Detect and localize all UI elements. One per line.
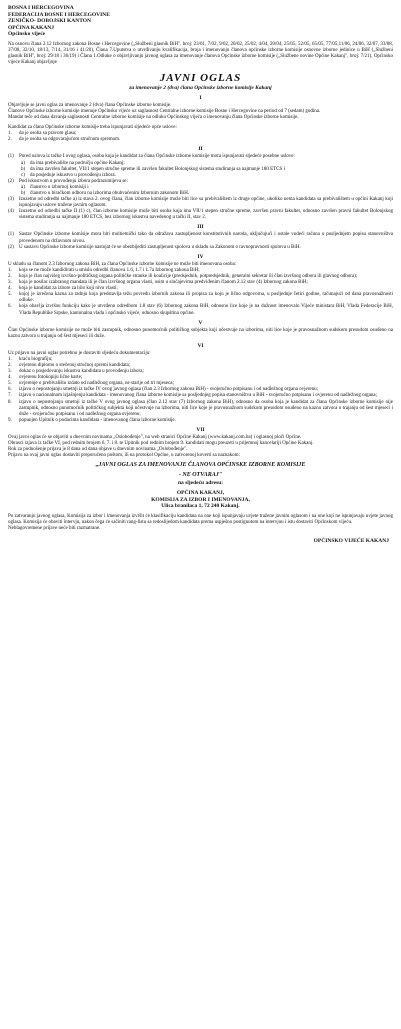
list-item: 8. izjavu o nepostojanju smetnji iz tačke V ovog javnog oglasa (član 2.12 stav (7) Izbornog zakona BiH), odnosno da osoba koja je kandidat za člana Općinske izborne komisije nije zastupnik, odnosno punomoćnik političkog subjekta koji učestvuje na izborima, niti lice koje je pravosnažnom sudskom presudom osuđeno na kaznu zatvora u trajanju od šest mjeseci i duže - svojeručno potpisanu i od nadležnog organa ovjerenu; [8, 399, 393, 417]
list-item: 5. uvjerenje o prebivalištu izdato od nadležnog organa, ne starije od tri mjeseca; [8, 381, 174, 387]
section-1-p3: Mandat teče od dana davanja saglasnosti Centralne izborne komisije na odluku Općinskog vijeća o imenovanju člana Općinske izborne komisije. [8, 115, 299, 121]
list-item: 6. koja obavlja izvršnu funkciju kako je utvrđeno odredbom 1.8 stav (6) Izbornog zakona BiH, odnosno lice koje je na dužnost imenovalo Vijeće ministara BiH, Vlada Federacije BiH, Vlada Republike Srpske, kantonalna vlada i općinsko vijeće, odnosno skupština općine. [8, 304, 393, 316]
document-page [8, 5, 393, 1019]
list-item: 2. ovjerenu diplomu o stečenoj stručnoj spremi kandidata; [8, 362, 131, 368]
document-header [8, 5, 393, 38]
list-item: (3) Izuzetno od odredbi tačke a) iz stava 2. ovog člana, član izborne komisije može biti lice sa prebivalištem iz druge općine, ukoliko nema kandidata sa prebivalištem u općini Kakanj koji ispunjavaju uslove tražene javnim oglasom. [8, 197, 393, 209]
list-item: (2) U sastavu Općinske izborne komisije nastojat će se obezbijediti zastupljenost spolova u skladu sa Zakonom o ravnopravnosti spolova u BiH. [8, 244, 301, 250]
section-7-heading: VII [196, 426, 205, 433]
list-item: 9. popunjen Upitnik o podacima kandidata - imenovanog člana izborne komisije. [8, 417, 176, 423]
section-4-heading: IV [197, 253, 204, 260]
envelope-line-3: na sljedeću adresu: [177, 479, 224, 486]
header-country: BOSNA I HERCEGOVINA [8, 5, 74, 11]
list-item: b) članstvo u biračkom odboru na izborima obuhvaćenim Izbornim zakonom BiH. [21, 191, 190, 196]
list-item: (1) Pored uslova iz tačke I ovog oglasa, osoba koja je kandidat za člana Općinske izborne komisije mora ispunjavati sljedeće posebne uslove: [8, 154, 295, 160]
address-line-2: KOMISIJA ZA IZBOR I IMENOVANJA, [151, 496, 250, 503]
section-7-p1: Ovaj javni oglas će se objaviti u dnevnim novinama „Oslobođenje", na web stranici Općine Kakanj (www.kakanj.com.ba) i oglasnoj ploči Općine. [8, 434, 302, 440]
list-item: a) članstvo u izbornoj komisiji i [21, 184, 89, 190]
list-item: 5. kojoj je izrečena kazna za radnju koja predstavlja težu povredu izbornih zakona ili propisa za koju je lično odgovorna, u posljednje četiri godine, računajući od dana pravosnažnosti odluke. [8, 292, 393, 304]
list-item: (2) Pod iskustvom u provođenju izbora podrazumijeva se: [8, 178, 128, 184]
signature: OPĆINSKO VIJEĆE KAKANJ [313, 538, 389, 545]
section-4-intro: U skladu sa članom 2.3 Izbornog zakona BiH, za člana Općinske izborne komisije ne može biti imenovana osoba: [8, 261, 237, 267]
section-6-intro: Uz prijavu na javni oglas potrebno je dostaviti sljedeću dokumentaciju: [8, 350, 151, 356]
list-item: 4. ovjerenu fotokopiju lične karte; [8, 375, 83, 381]
section-7-p3: Rok za podnošenje prijava je 8 dana od dana objave u dnevnim novinama „Oslobođenje". [8, 447, 188, 453]
section-1-p2: Članove Općinske izborne komisije imenuje Općinsko vijeće uz saglasnost Centralne izborne komisije Bosne i Hercegovine na period od 7 (sedam) godina. [8, 108, 321, 114]
section-1-heading: I [199, 94, 202, 101]
list-item: 2. koja je član najvišeg izvršno-političkog organa političke stranke ili koalicije (predsjednik, potpredsjednik, generalni sekretar ili član izvršnog odbora ili glavnog odbora); [8, 273, 358, 279]
header-municipality: OPĆINA KAKANJ [8, 24, 54, 31]
section-1-p4: Kandidat za člana Općinske izborne komisije treba ispunjavati sljedeće opće uslove: [8, 125, 177, 131]
list-item: 2. da je osoba sa odgovarajućom stručnom spremom. [8, 137, 121, 143]
section-2-heading: II [198, 146, 203, 153]
list-item: 7. izjavu o nacionalnom izjašnjenju kandidata - imenovanog člana izborne komisije sa posljednjeg popisa stanovništva u BiH - svojeručno potpisanu i ovjerenu od nadležnog organa; [8, 393, 378, 399]
list-item: a) da ima prebivalište na području općine Kakanj; [21, 160, 125, 166]
section-6-heading: VI [197, 342, 204, 349]
document-title: JAVNI OGLAS [159, 71, 242, 84]
list-item: 1. da je osoba sa pravom glasa; [8, 131, 77, 137]
list-item: c) da posjeduje iskustvo u provođenju izbora. [21, 172, 116, 178]
list-item: 3. koja je nosilac izabranog mandata ili je član izvršnog organa vlasti, osim u slučajevima predviđenim članom 2.12 stav (4) Izbornog zakona BiH; [8, 280, 308, 286]
section-3-heading: III [197, 224, 204, 231]
intro-paragraph: Na osnovu člana 2.12 Izbornog zakona Bosne i Hercegovine („Službeni glasnik BiH", broj: 23/01, 7/02, 9/02, 20/02, 25/02, 4/04, 20/04, 25/05, 52/05, 65/05, 77/05,11/06, 24/06, 32/07, 33/08, 37/08, 32/10, 18/13, 7/14, 31/16 i 41/20), Člana 7.Uputstva o utvrđivanju kvalifikacija, broja i imenovanju članova općinske izborne komisije osnovne izborne jedinice u BiH („Službeni glasnik BiH", broj: 29/18 i 36/19) i Člana 1.Odluke o objavljivanju javnog oglasa za imenovanje članova Općinske izborne komisije („Službene novine Općine Kakanj", broj: 7/21), Općinsko vijeće Kakanj objavljuje [8, 41, 393, 65]
section-7-p4: Prijavu na ovaj javni oglas dostaviti preporučeno poštom, ili na protokol Općine, u zatvorenoj koverti sa naznakom: [8, 453, 240, 459]
envelope-line-2: - NE OTVARAJ" [178, 472, 223, 479]
list-item: 4. koja je kandidat za izbore za bilo koji nivo vlasti; [8, 286, 118, 292]
envelope-line-1: „JAVNI OGLAS ZA IMENOVANJE ČLANOVA OPĆINSKE IZBORNE KOMISIJE [95, 462, 306, 469]
section-7-p2: Obrasci izjava iz tačke VI, pod rednim brojem 6, 7. i 8. te Upitnik pod rednim brojem 9. kandidati mogu preuzeti u prijemnoj kancelariji Općine Kakanj. [8, 441, 314, 446]
header-canton: ZENIČKO- DOBOJSKI KANTON [8, 18, 92, 24]
section-5-heading: V [198, 319, 203, 326]
section-5-paragraph: Član Općinske izborne komisije ne može biti zastupnik, odnosno punomoćnik političkog subjekta koji učestvuje na izborima, niti lice koje je pravosnažnom sudskom presudom osuđeno na kaznu zatvora u trajanju od šest mjeseci ili duže. [8, 327, 393, 339]
list-item: (1) Sastav Općinske izborne komisije mora biti multietnički tako da odražava zastupljenost konstitutivnih naroda, uključujući i ostale vodeći računa o posljednjem popisu stanovništva provedenom na državnom nivou. [8, 232, 393, 244]
list-item: (4) Izuzetno od odredbi tačke II (1) c), član izborne komisije može biti osoba koja ima VII/1 stepen stručne spreme, završen pravni fakultet, odnosno završen pravni fakultet Bolonjskog sistema studiranja sa najmanje 180 ETCS, bez izbornog iskustva navedenog u tački II, stav 2. [8, 209, 393, 221]
list-item: 6. izjavu o nepostojanju smetnji iz tačke IV ovog javnog oglasa (član 2.3 Izbornog zakona BiH) - svojeručno potpisanu i od nadležnog organa ovjerenu; [8, 387, 319, 393]
address-line-1: OPĆINA KAKANJ, [176, 490, 225, 497]
closing-paragraph: Po zatvaranju javnog oglasa, Komisija za izbor i imenovanja izvršit će klasifikaciju kandidata na one koji ispunjavaju uvjete tražene javnim oglasom i na one koji ne ispunjavaju uvjete javnog oglasa. Komisija će obaviti intervju, nakon čega će sačiniti rang-listu sa redoslijedom kandidata prema uspješno postignutom na intervjuu i istu dostaviti Općinskom vijeću. Neblagovremene prijave neće biti razmatrane. [8, 514, 393, 532]
header-council: Općinsko vijeće [8, 31, 46, 37]
header-federation: FEDERACIJA BOSNE I HERCEGOVINE [8, 11, 110, 18]
list-item: 3. dokaz o posjedovanju iskustva kandidata u provođenju izbora; [8, 369, 144, 375]
list-item: b) da ima završen fakultet, VII/1 stepen stručne spreme ili završen fakultet Bolonjskog sistema studiranja sa najmanje 180 ETCS i [21, 166, 285, 172]
section-1-p1: Objavljuje se javni oglas za imenovanje 2 (dva) člana Općinske izborne komisije. [8, 102, 172, 108]
list-item: 1. koja se ne može kandidirati u smislu odredbi članova 1.6, 1.7 i 1.7a Izbornog zakona BiH; [8, 267, 200, 273]
address-line-3: Ulica branilaca 1, 72 240 Kakanj. [161, 503, 240, 510]
document-subtitle: za imenovanje 2 (dva) člana Općinske izborne komisije Kakanj [129, 84, 272, 91]
list-item: 1. kraću biografiju; [8, 356, 53, 362]
